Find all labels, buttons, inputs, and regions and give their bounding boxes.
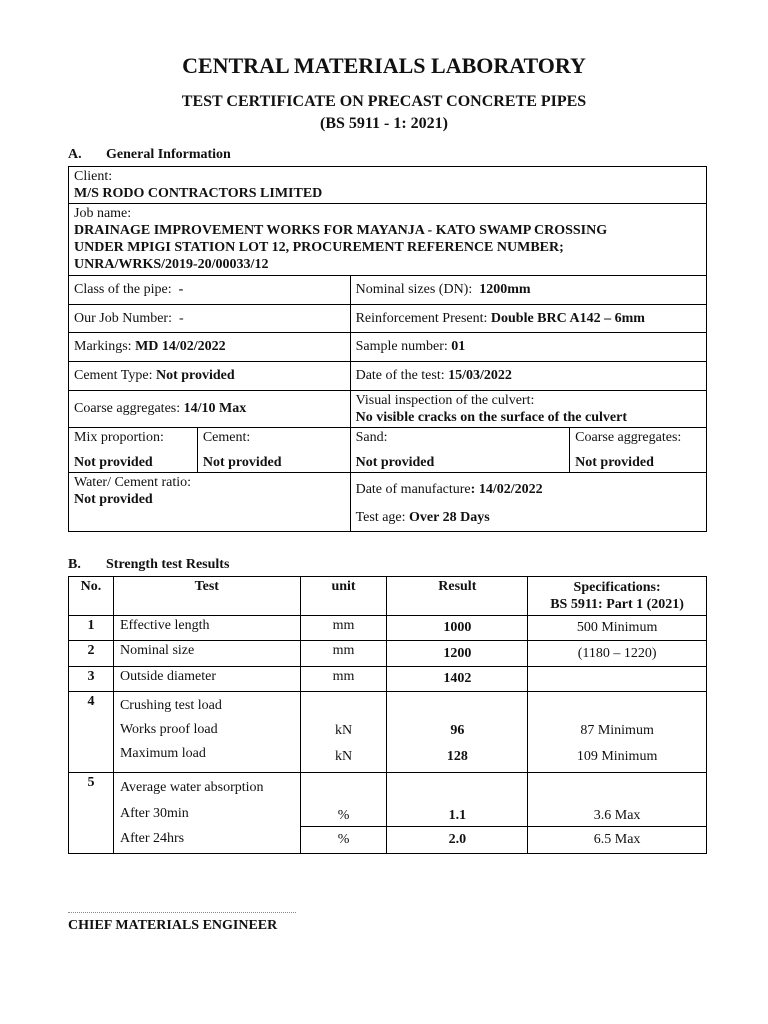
coarse2-label: Coarse aggregates: — [575, 430, 682, 445]
general-info-table — [68, 166, 707, 532]
sample-cell — [350, 333, 706, 362]
col-header-spec — [528, 577, 707, 616]
sample-value: 01 — [451, 339, 466, 354]
manufacture-label: Date of manufacture — [355, 482, 471, 497]
class-row — [69, 276, 707, 305]
mix-value: Not provided — [74, 455, 153, 470]
section-a-title: General Information — [106, 147, 231, 162]
row-no: 1 — [69, 616, 114, 641]
maximum-load-label: Maximum load — [119, 746, 206, 761]
date-test-cell — [350, 362, 706, 391]
col-header-test: Test — [113, 577, 300, 616]
sample-label: Sample number: — [355, 339, 448, 354]
standard-reference: (BS 5911 - 1: 2021) — [320, 115, 448, 132]
row-unit: mm — [300, 667, 387, 692]
works-proof-unit: kN — [334, 723, 353, 738]
section-b-heading — [68, 557, 229, 573]
date-test-label: Date of the test: — [355, 368, 445, 383]
after-24hrs-result: 2.0 — [387, 827, 528, 854]
maximum-load-result: 128 — [446, 749, 468, 764]
crushing-test-cell — [113, 692, 300, 773]
sand-cell — [350, 428, 570, 473]
manufacture-cell — [350, 473, 706, 532]
row-result: 1200 — [387, 641, 528, 667]
spec-header-line2: BS 5911: Part 1 (2021) — [550, 597, 684, 612]
after-24hrs-spec: 6.5 Max — [528, 827, 707, 854]
cement-type-value: Not provided — [155, 368, 235, 383]
row-no: 4 — [69, 692, 114, 773]
after-30min-result: 1.1 — [387, 773, 528, 827]
crushing-row — [69, 692, 707, 773]
section-a-heading — [68, 147, 231, 163]
row-spec: 500 Minimum — [528, 616, 707, 641]
row-result: 1000 — [387, 616, 528, 641]
client-value: M/S RODO CONTRACTORS LIMITED — [74, 186, 323, 201]
client-row — [69, 167, 707, 204]
cement-type-row — [69, 362, 707, 391]
works-proof-result: 96 — [450, 723, 465, 738]
strength-results-table — [68, 576, 707, 854]
our-job-value: - — [179, 310, 184, 326]
sand-value: Not provided — [355, 455, 435, 470]
after-30min-spec: 3.6 Max — [528, 773, 707, 827]
cement-type-cell — [69, 362, 351, 391]
section-b-number: B. — [68, 557, 81, 572]
after-30min-label: After 30min — [119, 806, 189, 821]
wc-cell — [69, 473, 351, 532]
crushing-spec-cell — [528, 692, 707, 773]
markings-row — [69, 333, 707, 362]
row-no: 3 — [69, 667, 114, 692]
manufacture-line — [356, 481, 701, 498]
age-label: Test age: — [355, 510, 406, 525]
coarse2-value: Not provided — [575, 455, 654, 470]
our-job-label: Our Job Number: — [74, 310, 172, 326]
wc-label: Water/ Cement ratio: — [74, 475, 192, 490]
crushing-title: Crushing test load — [119, 698, 222, 713]
age-value: Over 28 Days — [409, 510, 490, 525]
after-24hrs-unit: % — [300, 827, 387, 854]
cement-type-label: Cement Type: — [74, 368, 153, 383]
maximum-load-spec: 109 Minimum — [576, 749, 658, 764]
mix-label: Mix proportion: — [74, 430, 164, 445]
row-spec — [528, 667, 707, 692]
client-label: Client: — [74, 169, 113, 184]
job-number-row — [69, 305, 707, 333]
nominal-label: Nominal sizes (DN): — [355, 282, 473, 297]
signatory-title: CHIEF MATERIALS ENGINEER — [68, 918, 278, 933]
visual-cell — [350, 391, 706, 428]
job-name-line: UNRA/WRKS/2019-20/00033/12 — [74, 257, 269, 272]
table-row — [69, 641, 707, 667]
row-test: Nominal size — [113, 641, 300, 667]
row-no: 5 — [69, 773, 114, 854]
crushing-unit-cell — [300, 692, 387, 773]
after-24hrs-label: After 24hrs — [119, 831, 185, 846]
our-job-cell — [69, 305, 351, 333]
job-cell — [69, 204, 707, 276]
age-line — [356, 509, 701, 526]
coarse-value: 14/10 Max — [183, 401, 247, 416]
nominal-cell — [350, 276, 706, 305]
class-value: - — [178, 282, 184, 297]
table-header-row — [69, 577, 707, 616]
row-unit: mm — [300, 616, 387, 641]
works-proof-spec: 87 Minimum — [580, 723, 654, 738]
wc-value: Not provided — [74, 492, 153, 507]
section-a-number: A. — [68, 147, 82, 162]
crushing-result-cell — [387, 692, 528, 773]
certificate-title: TEST CERTIFICATE ON PRECAST CONCRETE PIPES — [181, 93, 587, 110]
after-30min-unit: % — [300, 773, 387, 827]
section-b-title: Strength test Results — [106, 557, 230, 572]
col-header-result: Result — [387, 577, 528, 616]
manufacture-value: : 14/02/2022 — [470, 482, 543, 497]
nominal-value: 1200mm — [479, 282, 531, 297]
coarse2-cell — [570, 428, 707, 473]
job-name-line: DRAINAGE IMPROVEMENT WORKS FOR MAYANJA - KATO SWAMP CROSSING — [74, 223, 608, 238]
sand-label: Sand: — [355, 430, 388, 445]
works-proof-label: Works proof load — [119, 722, 218, 737]
mix-cell — [69, 428, 198, 473]
visual-label: Visual inspection of the culvert: — [355, 393, 535, 408]
row-test: Outside diameter — [113, 667, 300, 692]
signature-line — [68, 912, 296, 913]
class-label: Class of the pipe: — [74, 282, 172, 297]
cement-cell — [197, 428, 350, 473]
absorption-title: Average water absorption — [119, 780, 264, 795]
job-label: Job name: — [74, 206, 132, 221]
maximum-load-unit: kN — [334, 749, 353, 764]
row-unit: mm — [300, 641, 387, 667]
col-header-no: No. — [69, 577, 114, 616]
job-name-line: UNDER MPIGI STATION LOT 12, PROCUREMENT REFERENCE NUMBER; — [74, 240, 564, 255]
mix-row — [69, 428, 707, 473]
absorption-test-cell — [113, 773, 300, 854]
client-cell — [69, 167, 707, 204]
class-cell — [69, 276, 351, 305]
coarse-cell — [69, 391, 351, 428]
table-row — [69, 616, 707, 641]
markings-cell — [69, 333, 351, 362]
col-header-unit: unit — [300, 577, 387, 616]
cement-label: Cement: — [202, 430, 251, 445]
wc-row — [69, 473, 707, 532]
row-result: 1402 — [387, 667, 528, 692]
aggregates-row — [69, 391, 707, 428]
row-no: 2 — [69, 641, 114, 667]
row-spec: (1180 – 1220) — [528, 641, 707, 667]
reinforcement-value: Double BRC A142 – 6mm — [490, 310, 645, 326]
absorption-row — [69, 773, 707, 827]
coarse-label: Coarse aggregates: — [74, 401, 181, 416]
date-test-value: 15/03/2022 — [448, 368, 512, 383]
job-row — [69, 204, 707, 276]
markings-label: Markings: — [74, 339, 132, 354]
lab-name: CENTRAL MATERIALS LABORATORY — [182, 53, 586, 78]
visual-value: No visible cracks on the surface of the culvert — [355, 410, 627, 425]
markings-value: MD 14/02/2022 — [135, 339, 226, 354]
cement-value: Not provided — [202, 455, 282, 470]
spec-header-line1: Specifications: — [573, 580, 661, 595]
table-row — [69, 667, 707, 692]
reinforcement-label: Reinforcement Present: — [355, 310, 488, 326]
row-test: Effective length — [113, 616, 300, 641]
reinforcement-cell — [350, 305, 706, 333]
